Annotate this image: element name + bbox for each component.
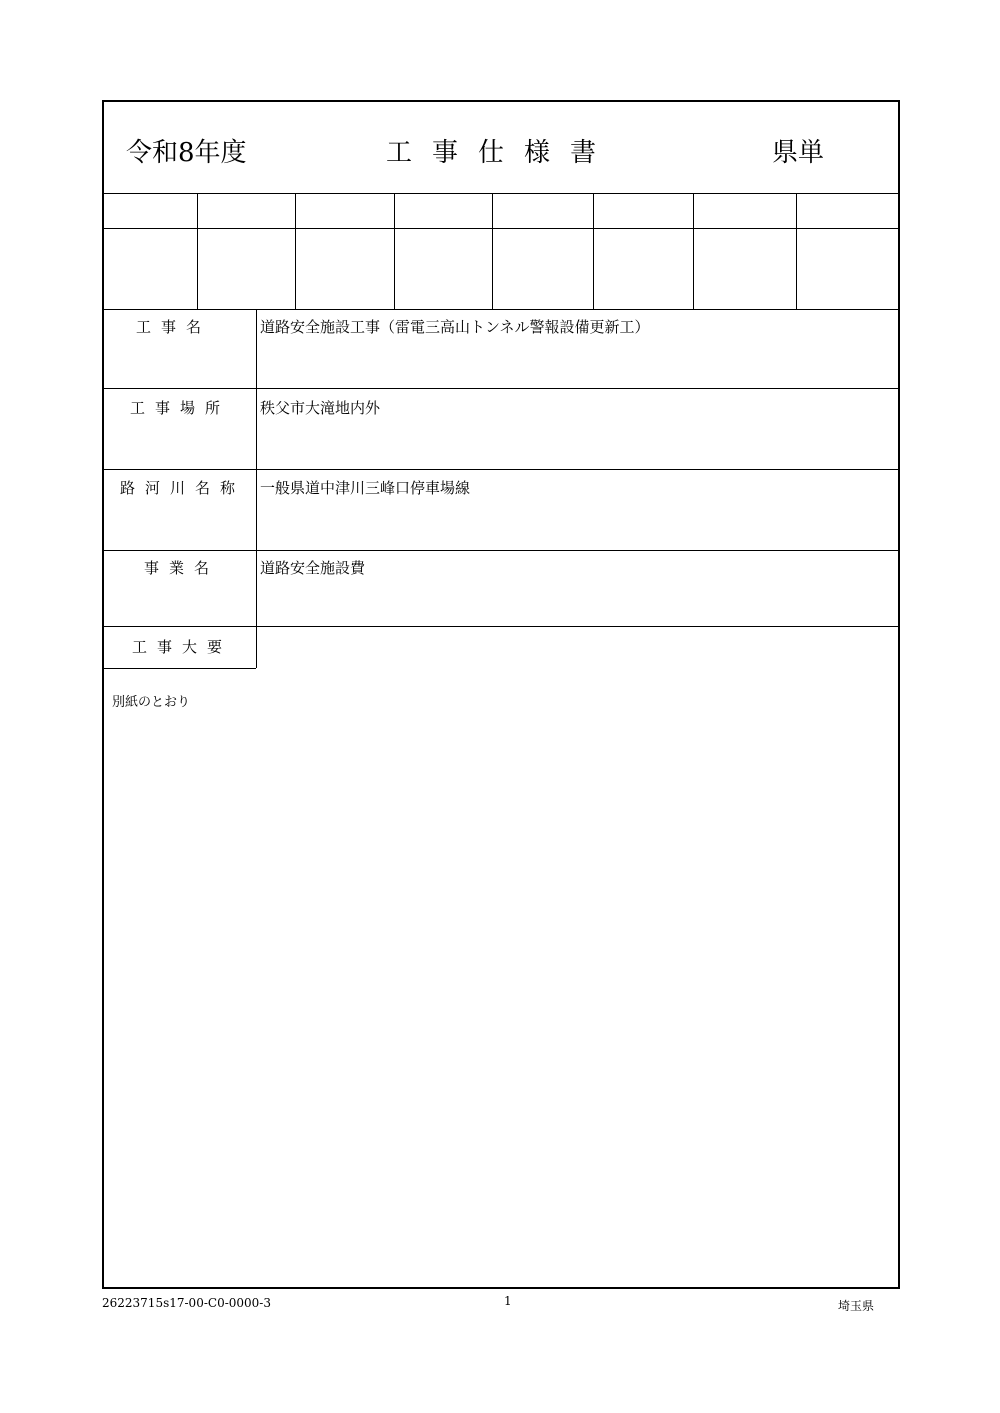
funding-type: 県単 [772, 138, 825, 168]
field-value-program-name: 道路安全施設費 [260, 559, 366, 577]
field-label-divider [256, 309, 257, 668]
body-note: 別紙のとおり [112, 695, 191, 710]
divider-field-5 [104, 668, 256, 669]
divider-stamp-body [104, 309, 900, 310]
stamp-col-divider [796, 193, 797, 309]
issuer-name: 埼玉県 [838, 1299, 875, 1313]
era-year: 令和8年度 [126, 138, 247, 168]
field-value-road-river-name: 一般県道中津川三峰口停車場線 [260, 479, 471, 497]
divider-field-1 [104, 388, 900, 389]
field-label-program-name: 事業名 [144, 559, 220, 577]
field-label-project-name: 工事名 [136, 318, 212, 336]
divider-stamp-header [104, 228, 900, 229]
divider-field-4 [104, 626, 900, 627]
divider-field-2 [104, 469, 900, 470]
stamp-col-divider [492, 193, 493, 309]
divider-field-3 [104, 550, 900, 551]
stamp-col-divider [394, 193, 395, 309]
stamp-col-divider [693, 193, 694, 309]
document-code: 26223715s17-00-C0-0000-3 [102, 1296, 271, 1310]
stamp-col-divider [295, 193, 296, 309]
spec-sheet-frame [102, 100, 900, 1289]
stamp-col-divider [593, 193, 594, 309]
page-number: 1 [504, 1294, 512, 1308]
divider-title [104, 193, 900, 194]
stamp-col-divider [197, 193, 198, 309]
field-label-location: 工事場所 [130, 399, 231, 417]
field-label-road-river-name: 路河川名称 [120, 479, 246, 497]
field-label-outline: 工事大要 [132, 638, 233, 656]
document-title: 工事仕様書 [386, 138, 617, 168]
field-value-location: 秩父市大滝地内外 [260, 399, 381, 417]
field-value-project-name: 道路安全施設工事（雷電三高山トンネル警報設備更新工） [260, 318, 650, 336]
